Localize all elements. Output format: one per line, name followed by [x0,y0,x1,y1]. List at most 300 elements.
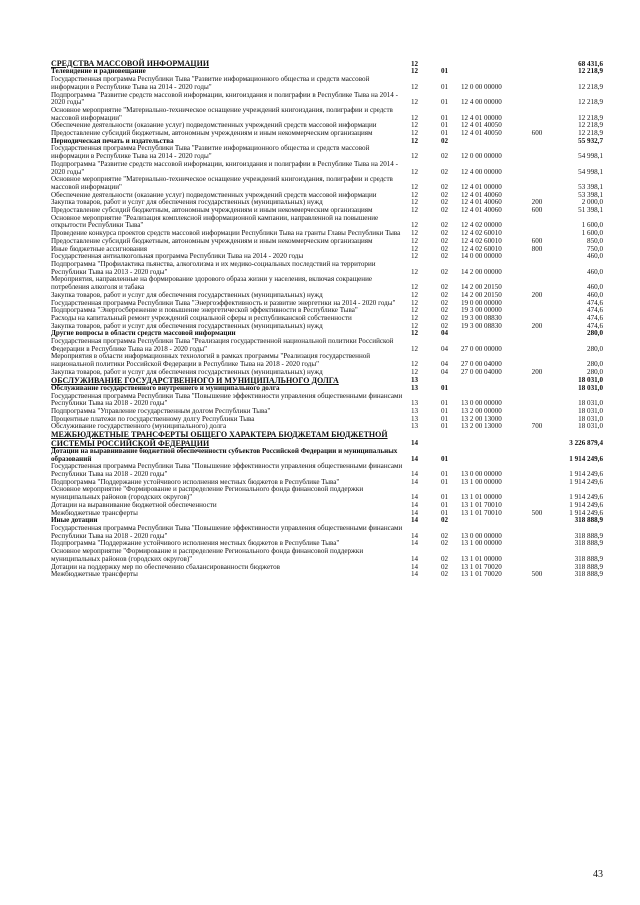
table-row [51,338,603,353]
row-name: МЕЖБЮДЖЕТНЫЕ ТРАНСФЕРТЫ ОБЩЕГО ХАРАКТЕРА БЮДЖЕТАМ БЮДЖЕТНОЙ СИСТЕМЫ РОССИЙСКОЙ ФЕДЕРАЦИИ [51,430,388,448]
row-target-article-code [461,138,521,146]
row-name: Закупка товаров, работ и услуг для обеспечения государственных (муниципальных) нужд [51,321,323,330]
row-target-article-code: 12 4 01 00000 [461,113,502,122]
row-target-article-code: 13 0 00 00000 [461,470,502,479]
row-section-code: 12 [411,321,419,330]
row-subsection-code: 01 [441,121,449,130]
row-section-code: 12 [411,152,419,161]
row-amount: 18 031,0 [578,422,603,431]
row-target-article-code: 13 0 00 00000 [461,399,502,408]
row-subsection-code: 02 [441,298,449,307]
row-expense-type-code [521,60,553,68]
row-subsection-code: 01 [441,407,449,416]
row-target-article-code: 14 0 00 00000 [461,252,502,261]
row-section-code: 12 [411,360,419,369]
row-target-article-code [461,330,521,338]
row-name: Предоставление субсидий бюджетным, автономным учреждениям и иным некоммерческим организациям [51,129,373,138]
row-subsection-code: 01 [441,454,449,463]
row-subsection-code: 02 [441,229,449,238]
table-row [51,571,603,579]
row-name: Подпрограмма "Управление государственным долгом Республики Тыва" [51,407,271,416]
row-name: Государственная программа Республики Тыва "Развитие информационного общества и средств массовой информации в Республике Тыва на 2014 - 2020 годы" [51,144,370,161]
row-amount: 1 600,0 [581,221,603,230]
row-expense-type-code [521,408,553,416]
row-subsection-code: 04 [441,329,449,338]
row-expense-type-code: 800 [531,244,543,253]
row-name: Иные бюджетные ассигнования [51,244,148,253]
row-name: Подпрограмма "Развитие средств массовой информации, книгоиздания и полиграфии в Республике Тыва на 2014 - 2020 годы" [51,90,398,107]
row-name: Предоставление субсидий бюджетным, автономным учреждениям и иным некоммерческим организациям [51,206,373,215]
row-subsection-code: 02 [441,206,449,215]
row-amount: 12 218,9 [578,67,603,76]
row-target-article-code: 12 4 01 40060 [461,190,502,199]
row-name: Закупка товаров, работ и услуг для обеспечения государственных (муниципальных) нужд [51,198,323,207]
row-section-code: 12 [411,367,419,376]
row-amount: 18 031,0 [578,383,603,392]
row-name: Основное мероприятие "Реализация комплексной информационной кампании, направленной на повышение открытости Республики Тыва" [51,213,379,230]
row-expense-type-code [521,138,553,146]
row-amount: 280,0 [587,367,603,376]
row-amount: 12 218,9 [578,113,603,122]
row-expense-type-code: 600 [531,206,543,215]
row-expense-type-code [521,431,553,448]
row-subsection-code: 02 [441,136,449,145]
row-name: Дотации на выравнивание бюджетной обеспеченности [51,500,217,509]
row-expense-type-code [521,161,553,176]
row-subsection-code: 02 [441,182,449,191]
row-section-code: 14 [411,477,419,486]
row-section-code: 13 [411,422,419,431]
row-target-article-code: 12 4 01 40060 [461,198,502,207]
row-name: Государственная программа Республики Тыва "Повышение эффективности управления общественными финансами Республики Тыва на 2018 - 2020 годы" [51,391,403,408]
row-section-code: 14 [411,439,419,448]
table-row-section [51,431,603,448]
row-subsection-code: 01 [441,422,449,431]
budget-table-body [51,60,603,579]
row-section-code: 12 [411,59,419,68]
row-section-code: 13 [411,383,419,392]
row-target-article-code: 12 4 02 00000 [461,221,502,230]
row-amount: 460,0 [587,283,603,292]
row-subsection-code: 01 [441,399,449,408]
row-expense-type-code: 700 [531,422,543,431]
row-amount: 474,6 [587,298,603,307]
row-subsection-code: 02 [441,570,449,579]
row-name: Периодическая печать и издательства [51,136,174,145]
row-subsection-code: 02 [441,152,449,161]
row-target-article-code [461,377,521,385]
table-row [51,161,603,176]
row-target-article-code: 13 1 01 70010 [461,508,502,517]
row-subsection-code: 01 [441,508,449,517]
row-name: Подпрограмма "Развитие средств массовой информации, книгоиздания и полиграфии в Республике Тыва на 2014 - 2020 годы" [51,159,398,176]
row-section-code: 12 [411,298,419,307]
row-amount: 68 431,6 [578,59,603,68]
row-name: Основное мероприятие "Материально-техническое оснащение учреждений книгоиздания, полиграфии и средств массовой информации" [51,105,393,122]
row-expense-type-code [521,276,553,291]
row-expense-type-code [521,300,553,308]
table-row [51,215,603,230]
row-target-article-code: 14 2 00 20150 [461,290,502,299]
row-section-code: 14 [411,554,419,563]
row-target-article-code: 27 0 00 04000 [461,360,502,369]
row-section-code: 14 [411,508,419,517]
row-subsection-code: 02 [441,313,449,322]
row-name: Основное мероприятие "Формирование и распределение Регионального фонда финансовой поддержки муниципальных районов (городских округов)" [51,485,364,502]
row-expense-type-code [521,525,553,540]
row-amount: 1 600,0 [581,229,603,238]
table-row [51,176,603,191]
row-name: Другие вопросы в области средств массовой информации [51,329,236,338]
row-section-code: 12 [411,129,419,138]
row-expense-type-code [521,517,553,525]
row-target-article-code: 12 0 00 00000 [461,152,502,161]
table-row [51,276,603,291]
row-target-article-code: 13 2 00 00000 [461,407,502,416]
row-name: Мероприятия, направленные на формирование здорового образа жизни у населения, включая сокращение потребления алкоголя и табака [51,275,373,292]
row-section-code: 12 [411,252,419,261]
row-name: Обеспечение деятельности (оказание услуг) подведомственных учреждений средств массовой информации [51,190,377,199]
row-amount: 12 218,9 [578,121,603,130]
row-amount: 460,0 [587,267,603,276]
row-expense-type-code [521,307,553,315]
row-name: Подпрограмма "Энергосбережение и повышение энергетической эффективности в Республике Тыва" [51,306,358,315]
row-subsection-code [441,431,461,448]
row-name: Обслуживание государственного внутреннего и муниципального долга [51,383,280,392]
row-amount: 1 914 249,6 [569,500,603,509]
row-target-article-code: 13 2 00 13000 [461,422,502,431]
row-subsection-code: 02 [441,562,449,571]
row-section-code: 14 [411,493,419,502]
row-subsection-code: 02 [441,236,449,245]
row-target-article-code [461,68,521,76]
row-subsection-code: 01 [441,82,449,91]
row-target-article-code [461,517,521,525]
row-name: Телевидение и радиовещание [51,67,146,76]
row-section-code: 14 [411,470,419,479]
row-target-article-code: 13 2 00 13000 [461,414,502,423]
row-target-article-code: 27 0 00 00000 [461,344,502,353]
row-name: Дотации на поддержку мер по обеспечению сбалансированности бюджетов [51,562,281,571]
row-amount: 1 914 249,6 [569,470,603,479]
row-amount: 3 226 879,4 [569,439,603,448]
row-expense-type-code: 200 [531,367,543,376]
row-name: Подпрограмма "Профилактика пьянства, алкоголизма и их медико-социальных последствий на территории Республики Тыва на 2013 - 2020 годы" [51,259,376,276]
row-target-article-code: 13 1 01 70010 [461,500,502,509]
table-row [51,92,603,107]
row-target-article-code: 12 4 02 60010 [461,229,502,238]
row-amount: 460,0 [587,252,603,261]
row-target-article-code: 12 4 00 00000 [461,167,502,176]
row-target-article-code: 12 4 01 40050 [461,121,502,130]
table-row [51,525,603,540]
row-expense-type-code [521,479,553,487]
row-expense-type-code [521,393,553,408]
table-row [51,510,603,518]
row-section-code: 12 [411,229,419,238]
row-name: Межбюджетные трансферты [51,508,138,517]
row-amount: 318 888,9 [574,554,603,563]
row-amount: 280,0 [587,344,603,353]
row-name: Предоставление субсидий бюджетным, автономным учреждениям и иным некоммерческим организациям [51,236,373,245]
row-expense-type-code [521,176,553,191]
row-expense-type-code [521,486,553,501]
row-expense-type-code: 600 [531,236,543,245]
row-name: Процентные платежи по государственному долгу Республики Тыва [51,414,255,423]
row-amount: 2 000,0 [581,198,603,207]
row-section-code: 12 [411,306,419,315]
row-target-article-code: 12 4 01 40060 [461,206,502,215]
row-amount: 18 031,0 [578,414,603,423]
row-amount: 460,0 [587,290,603,299]
row-subsection-code: 02 [441,221,449,230]
row-subsection-code: 02 [441,198,449,207]
row-subsection-code: 02 [441,516,449,525]
row-subsection-code: 02 [441,252,449,261]
row-section-code: 13 [411,399,419,408]
row-name: Подпрограмма "Поддержание устойчивого исполнения местных бюджетов в Республике Тыва" [51,477,340,486]
row-expense-type-code: 200 [531,321,543,330]
row-name: Государственная программа Республики Тыва "Повышение эффективности управления общественными финансами Республики Тыва на 2018 - 2020 годы" [51,524,403,540]
row-amount: 750,0 [587,244,603,253]
row-amount: 318 888,9 [574,516,603,525]
table-row [51,145,603,160]
row-amount: 318 888,9 [574,531,603,540]
row-amount: 1 914 249,6 [569,493,603,502]
row-name: Дотации на выравнивание бюджетной обеспеченности субъектов Российской Федерации и муниципальных образований [51,446,398,463]
row-name: Государственная программа Республики Тыва "Развитие информационного общества и средств массовой информации в Республике Тыва на 2014 - 2020 годы" [51,75,370,91]
row-name: Иные дотации [51,516,98,525]
page-number: 43 [593,869,603,880]
row-subsection-code: 02 [441,167,449,176]
row-section-code: 12 [411,82,419,91]
row-name: Подпрограмма "Поддержание устойчивого исполнения местных бюджетов в Республике Тыва" [51,539,340,548]
table-row [51,463,603,478]
table-row [51,261,603,276]
row-amount: 318 888,9 [574,539,603,548]
row-section-code: 12 [411,190,419,199]
row-amount: 51 398,1 [578,206,603,215]
row-target-article-code: 13 1 01 70020 [461,570,502,579]
row-target-article-code [461,448,521,463]
row-expense-type-code [521,448,553,463]
row-subsection-code: 01 [441,98,449,107]
row-name: Государственная программа Республики Тыва "Повышение эффективности управления общественными финансами Республики Тыва на 2018 - 2020 годы" [51,462,403,479]
row-amount: 474,6 [587,321,603,330]
row-target-article-code: 12 4 01 40050 [461,129,502,138]
row-amount: 18 031,0 [578,376,603,385]
row-subsection-code: 01 [441,414,449,423]
row-target-article-code: 12 0 00 00000 [461,82,502,91]
row-subsection-code: 02 [441,531,449,540]
row-amount: 318 888,9 [574,562,603,571]
row-amount: 12 218,9 [578,98,603,107]
row-amount: 18 031,0 [578,399,603,408]
row-subsection-code: 01 [441,500,449,509]
row-section-code: 12 [411,313,419,322]
row-name: Проведение конкурса проектов средств массовой информации Республики Тыва на гранты Главы Республики Тыва [51,229,401,238]
row-amount: 12 218,9 [578,129,603,138]
row-section-code: 12 [411,98,419,107]
row-name: Закупка товаров, работ и услуг для обеспечения государственных (муниципальных) нужд [51,290,323,299]
row-target-article-code: 13 0 00 00000 [461,531,502,540]
row-target-article-code: 12 4 00 00000 [461,98,502,107]
row-target-article-code: 19 0 00 00000 [461,298,502,307]
row-target-article-code: 13 1 01 70020 [461,562,502,571]
row-section-code: 12 [411,113,419,122]
row-subsection-code: 04 [441,360,449,369]
row-target-article-code: 13 1 01 00000 [461,493,502,502]
row-expense-type-code [521,145,553,160]
table-row [51,353,603,368]
row-section-code: 12 [411,67,419,76]
row-expense-type-code: 600 [531,129,543,138]
row-amount: 1 914 249,6 [569,477,603,486]
row-name: Мероприятия в области информационных технологий в рамках программы "Реализация государственной национальной политики Российской Федерации в Республике Тыва на 2018 - 2020 годы" [51,352,371,369]
row-expense-type-code [521,385,553,393]
row-target-article-code: 14 2 00 20150 [461,283,502,292]
row-amount: 55 932,7 [578,136,603,145]
row-subsection-code: 01 [441,67,449,76]
row-target-article-code: 13 1 00 00000 [461,539,502,548]
row-subsection-code: 01 [441,470,449,479]
row-target-article-code: 27 0 00 04000 [461,367,502,376]
row-amount: 54 998,1 [578,152,603,161]
row-subsection-code: 02 [441,283,449,292]
table-row [51,107,603,122]
row-target-article-code [461,385,521,393]
row-amount: 53 398,1 [578,190,603,199]
row-expense-type-code [521,215,553,230]
row-name: Государственная программа Республики Тыва "Реализация государственной национальной политики Российской Федерации в Республике Тыва на 2018 - 2020 годы" [51,337,394,353]
row-section-code: 12 [411,236,419,245]
row-section-code: 12 [411,267,419,276]
row-amount: 474,6 [587,313,603,322]
row-name: Расходы на капитальный ремонт учреждений социальной сферы и республиканской собственности [51,313,352,322]
row-section-code: 13 [411,376,419,385]
row-expense-type-code [521,92,553,107]
row-amount: 53 398,1 [578,182,603,191]
row-target-article-code: 19 3 00 08830 [461,321,502,330]
row-subsection-code: 02 [441,539,449,548]
row-section-code: 14 [411,454,419,463]
row-expense-type-code [521,548,553,563]
row-target-article-code [461,60,521,68]
row-section-code: 14 [411,531,419,540]
row-name: СРЕДСТВА МАССОВОЙ ИНФОРМАЦИИ [51,59,210,68]
row-expense-type-code: 500 [531,508,543,517]
row-section-code: 14 [411,562,419,571]
row-subsection-code: 04 [441,344,449,353]
row-amount: 12 218,9 [578,82,603,91]
table-row [51,76,603,91]
row-target-article-code: 13 1 01 00000 [461,554,502,563]
row-amount: 474,6 [587,306,603,315]
row-name: Закупка товаров, работ и услуг для обеспечения государственных (муниципальных) нужд [51,367,323,376]
row-expense-type-code [521,463,553,478]
row-section-code: 12 [411,198,419,207]
row-name: Обеспечение деятельности (оказание услуг) подведомственных учреждений средств массовой информации [51,121,377,130]
row-expense-type-code [521,330,553,338]
row-target-article-code: 12 4 01 00000 [461,182,502,191]
row-section-code: 14 [411,539,419,548]
row-subsection-code: 01 [441,493,449,502]
table-row [51,548,603,563]
row-section-code: 14 [411,516,419,525]
row-amount: 1 914 249,6 [569,454,603,463]
row-target-article-code: 12 4 02 60010 [461,244,502,253]
row-subsection-code: 02 [441,244,449,253]
row-section-code: 12 [411,167,419,176]
row-name: Основное мероприятие "Материально-техническое оснащение учреждений книгоиздания, полиграфии и средств массовой информации" [51,175,393,191]
row-subsection-code: 01 [441,113,449,122]
row-name: Основное мероприятие "Формирование и распределение Регионального фонда финансовой поддержки муниципальных районов (городских округов)" [51,547,364,563]
row-expense-type-code [521,353,553,368]
row-section-code: 12 [411,136,419,145]
table-row [51,393,603,408]
row-section-code: 13 [411,407,419,416]
row-amount: 318 888,9 [574,570,603,579]
row-section-code: 12 [411,206,419,215]
table-row-subsection [51,448,603,463]
row-expense-type-code: 200 [531,290,543,299]
row-subsection-code: 02 [441,267,449,276]
row-target-article-code: 19 3 00 08830 [461,313,502,322]
row-section-code: 12 [411,182,419,191]
row-name: Межбюджетные трансферты [51,570,138,579]
row-target-article-code: 19 3 00 00000 [461,306,502,315]
row-section-code: 12 [411,290,419,299]
row-section-code: 12 [411,344,419,353]
row-subsection-code: 01 [441,477,449,486]
row-expense-type-code [521,68,553,76]
row-amount: 280,0 [587,360,603,369]
row-name: Обслуживание государственного (муниципального) долга [51,422,227,431]
row-subsection-code: 02 [441,290,449,299]
row-section-code: 12 [411,283,419,292]
row-amount: 850,0 [587,236,603,245]
budget-table [51,60,603,579]
row-section-code: 13 [411,414,419,423]
row-name: Государственная антиалкогольная программа Республики Тыва на 2014 - 2020 годы [51,252,304,261]
row-subsection-code: 04 [441,367,449,376]
row-amount: 1 914 249,6 [569,508,603,517]
row-subsection-code: 01 [441,383,449,392]
row-subsection-code: 01 [441,129,449,138]
row-expense-type-code: 200 [531,198,543,207]
row-section-code: 12 [411,221,419,230]
row-expense-type-code [521,338,553,353]
row-section-code: 12 [411,121,419,130]
row-target-article-code: 13 1 00 00000 [461,477,502,486]
row-subsection-code: 02 [441,321,449,330]
table-row [51,486,603,501]
row-subsection-code: 02 [441,190,449,199]
row-expense-type-code [521,540,553,548]
row-target-article-code [461,431,521,448]
row-name: Государственная программа Республики Тыва "Энергоэффективность и развитие энергетики на 2014 - 2020 годы" [51,298,396,307]
row-section-code: 12 [411,244,419,253]
row-subsection-code: 02 [441,554,449,563]
row-amount: 54 998,1 [578,167,603,176]
row-section-code: 12 [411,329,419,338]
row-amount: 18 031,0 [578,407,603,416]
row-expense-type-code [521,253,553,261]
row-name: ОБСЛУЖИВАНИЕ ГОСУДАРСТВЕННОГО И МУНИЦИПАЛЬНОГО ДОЛГА [51,375,339,385]
row-expense-type-code [521,261,553,276]
row-expense-type-code [521,107,553,122]
row-amount: 280,0 [587,329,603,338]
